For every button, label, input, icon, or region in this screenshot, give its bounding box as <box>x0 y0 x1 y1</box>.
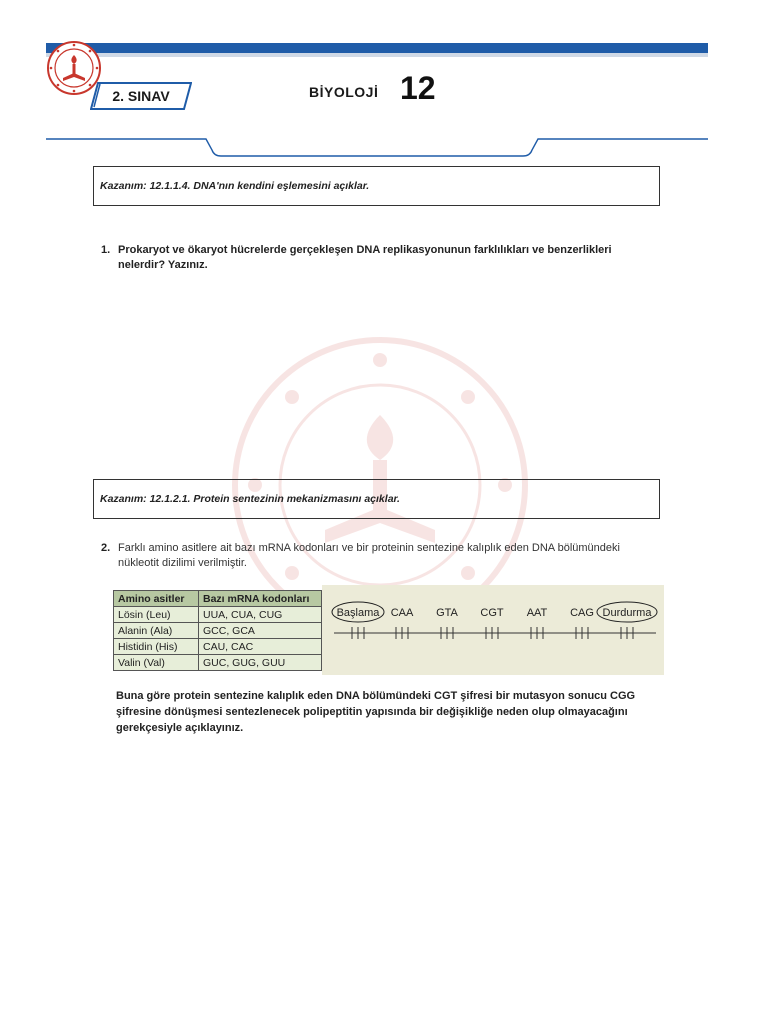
grade-number: 12 <box>400 70 436 106</box>
objective-box-2 <box>93 479 660 519</box>
objective-text-2: Kazanım: 12.1.2.1. Protein sentezinin mekanizmasını açıklar. <box>100 493 400 505</box>
subject-title: BİYOLOJİ <box>309 84 379 100</box>
dna-sequence-diagram <box>322 585 664 675</box>
table-cell: Alanin (Ala) <box>114 623 199 639</box>
table-row <box>114 623 322 639</box>
codon-label: GTA <box>436 607 458 619</box>
table-cell: UUA, CUA, CUG <box>199 607 322 623</box>
header-bar-shadow <box>46 53 708 57</box>
question-2 <box>101 541 661 571</box>
table-header: Bazı mRNA kodonları <box>199 591 322 607</box>
question-text-2: Farklı amino asitlere ait bazı mRNA kodonları ve bir proteinin sentezine kalıplık eden DNA bölümündeki nükleotit dizilimi verilmiştir. <box>118 542 620 569</box>
table-row <box>114 607 322 623</box>
question-number-2: 2. <box>101 542 111 554</box>
question-text-1: Prokaryot ve ökaryot hücrelerde gerçekleşen DNA replikasyonunun farklılıkları ve benzerlikleri nelerdir? Yazınız. <box>118 244 612 271</box>
table-header: Amino asitler <box>114 591 199 607</box>
table-cell: Lösin (Leu) <box>114 607 199 623</box>
table-cell: Histidin (His) <box>114 639 199 655</box>
start-label: Başlama <box>336 607 380 619</box>
table-cell: GUC, GUG, GUU <box>199 655 322 671</box>
table-cell: CAU, CAC <box>199 639 322 655</box>
codon-label: CAG <box>570 607 594 619</box>
codon-label: AAT <box>526 607 548 619</box>
table-cell: Valin (Val) <box>114 655 199 671</box>
header-bar <box>46 43 708 53</box>
question-1 <box>101 243 661 273</box>
dna-sequence-panel <box>322 585 664 675</box>
objective-text-1: Kazanım: 12.1.1.4. DNA'nın kendini eşlemesini açıklar. <box>100 180 370 192</box>
codon-label: CAA <box>390 607 414 619</box>
table-cell: GCC, GCA <box>199 623 322 639</box>
header-divider <box>46 138 708 160</box>
table-row <box>114 655 322 671</box>
final-question-text: Buna göre protein sentezine kalıplık eden DNA bölümündeki CGT şifresi bir mutasyon sonucu CGG şifresine dönüşmesi sentezlenecek polipeptitin yapısında bir değişikliğe neden olup olmayacağını gerekçesiyle açıklayınız. <box>116 690 636 734</box>
table-header-row <box>114 591 322 607</box>
objective-box-1 <box>93 166 660 206</box>
exam-label: 2. SINAV <box>112 88 170 104</box>
stop-label: Durdurma <box>602 607 652 619</box>
amino-acid-table <box>113 590 322 671</box>
question-number-1: 1. <box>101 244 111 256</box>
table-row <box>114 639 322 655</box>
exam-tab <box>90 82 192 110</box>
codon-label: CGT <box>480 607 504 619</box>
